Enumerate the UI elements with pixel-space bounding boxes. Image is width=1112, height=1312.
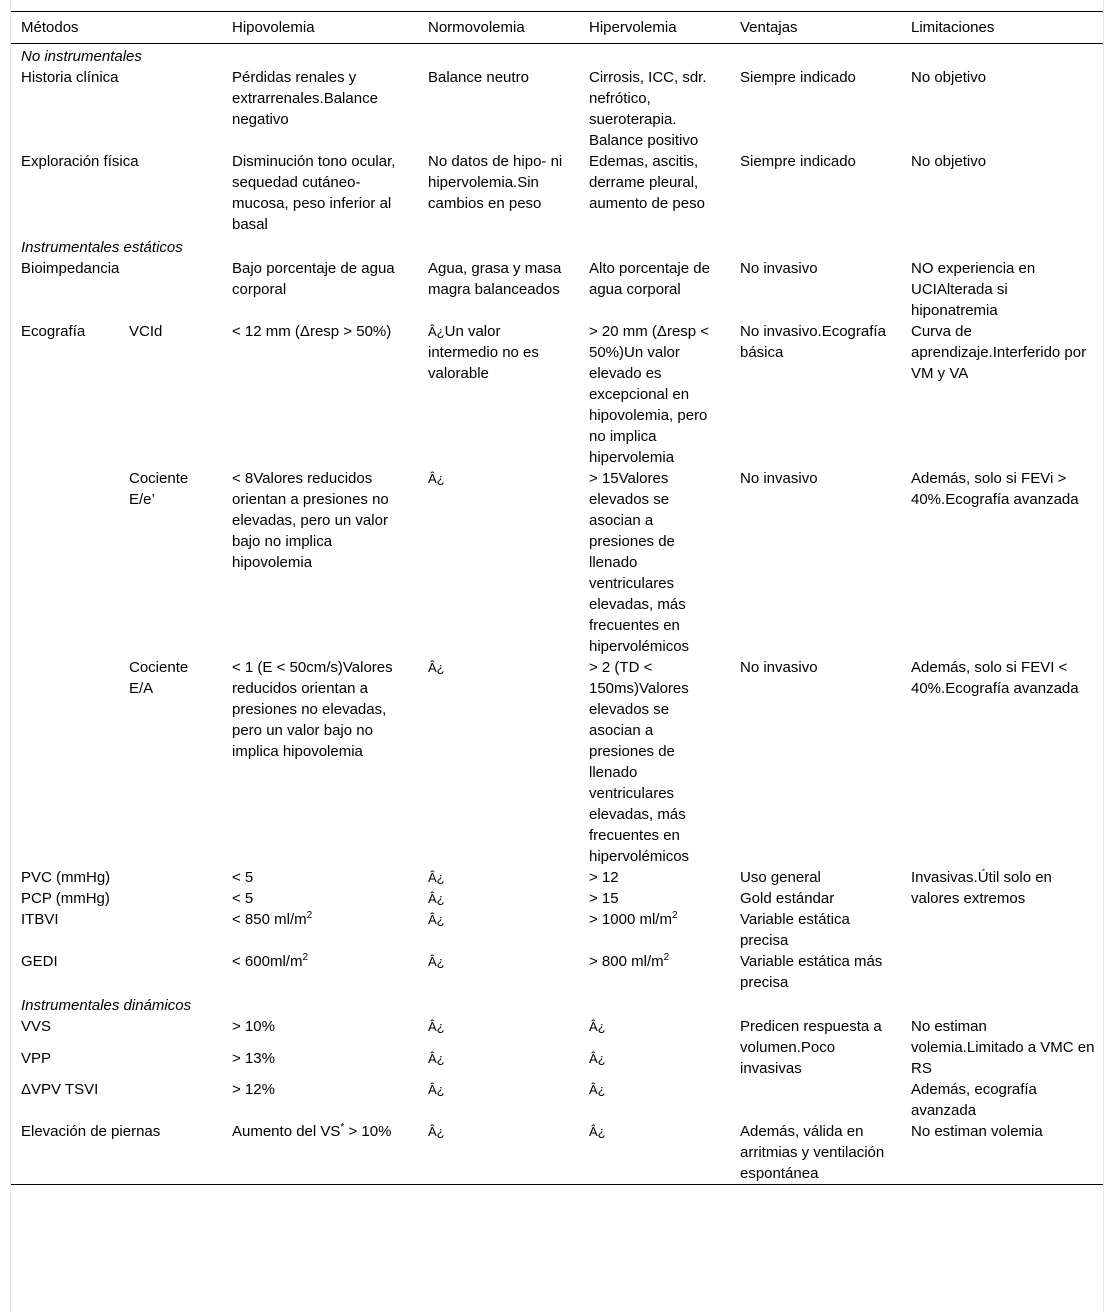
ventajas-cell: No invasivo.Ecografía básica: [740, 323, 886, 361]
hipo-cell: < 8Valores reducidos orientan a presiones no elevadas, pero un valor bajo no implica hipovolemia: [232, 470, 389, 571]
hiper-cell: [579, 1079, 730, 1121]
hiper-text: > 800 ml/m: [589, 953, 664, 970]
ventajas-cell: Siempre indicado: [740, 69, 856, 86]
not-applicable-mark: Â¿: [428, 471, 445, 486]
section-dinamicos: Instrumentales dinámicos: [21, 997, 192, 1014]
document-page: [10, 0, 1104, 1312]
hiper-cell: Cirrosis, ICC, sdr. nefrótico, sueroterapia. Balance positivo: [589, 69, 707, 149]
limitaciones-cell: No objetivo: [911, 153, 987, 170]
not-applicable-mark: Â¿: [428, 891, 445, 906]
normo-cell: Balance neutro: [428, 69, 529, 86]
limitaciones-cell: Curva de aprendizaje.Interferido por VM y VA: [911, 323, 1087, 382]
not-applicable-mark: Â¿: [428, 1050, 445, 1066]
table-row: [11, 258, 1103, 321]
hiper-cell: [579, 1048, 730, 1080]
normo-cell: [418, 1121, 579, 1185]
ventajas-cell: Predicen respuesta a volumen.Poco invasivas: [740, 1018, 882, 1077]
hipo-cell: [222, 1121, 418, 1185]
hipo-cell: < 5: [232, 869, 254, 886]
superscript: 2: [306, 910, 313, 921]
ventajas-cell: No invasivo: [740, 470, 818, 487]
normo-cell: [418, 909, 579, 951]
limitaciones-cell: Además, ecografía avanzada: [911, 1081, 1037, 1119]
metodo-cell: ITBVI: [21, 911, 59, 928]
ventajas-cell: Variable estática más precisa: [740, 953, 883, 991]
limitaciones-cell: Además, solo si FEVI < 40%.Ecografía avanzada: [911, 659, 1079, 697]
not-applicable-mark: Â¿: [428, 912, 445, 927]
limitaciones-cell: No objetivo: [911, 69, 987, 86]
normo-cell: [418, 657, 579, 867]
table-row: [11, 67, 1103, 151]
hiper-cell: [579, 951, 730, 993]
not-applicable-mark: Â¿: [428, 870, 445, 885]
limitaciones-cell: NO experiencia en UCIAlterada si hiponatremia: [911, 260, 1036, 319]
metodo-cell: Exploración física: [21, 153, 139, 170]
hiper-cell: [579, 909, 730, 951]
table-row: [11, 1121, 1103, 1185]
normo-cell: [418, 1048, 579, 1080]
table-row: [11, 1016, 1103, 1048]
table-header-row: [11, 12, 1103, 44]
hipo-text: < 850 ml/m: [232, 911, 307, 928]
table-row: [11, 1079, 1103, 1121]
hipo-text: < 600ml/m: [232, 953, 303, 970]
hiper-cell: [579, 1016, 730, 1048]
ventajas-cell: Uso general: [740, 869, 821, 886]
section-row: [11, 235, 1103, 258]
limitaciones-cell: Invasivas.Útil solo en valores extremos: [911, 869, 1052, 907]
hipo-cell: [222, 909, 418, 951]
not-applicable-mark: Â¿: [589, 1124, 606, 1139]
header-normovolemia: Normovolemia: [428, 19, 525, 36]
hiper-cell: Alto porcentaje de agua corporal: [589, 260, 710, 298]
not-applicable-mark: Â¿: [589, 1050, 606, 1066]
metodo-cell: Ecografía: [21, 323, 86, 340]
hiper-cell: > 2 (TD < 150ms)Valores elevados se asocian a presiones de llenado ventriculares elevadas, más frecuentes en hipervolémicos: [589, 659, 690, 865]
ventajas-cell: No invasivo: [740, 659, 818, 676]
normo-cell: [418, 321, 579, 468]
metodo-cell: Historia clínica: [21, 69, 119, 86]
hipo-text-end: > 10%: [344, 1123, 392, 1140]
header-ventajas: Ventajas: [740, 19, 798, 36]
hipo-cell: [222, 951, 418, 993]
hiper-cell: Edemas, ascitis, derrame pleural, aumento de peso: [589, 153, 705, 212]
metodo-cell: Bioimpedancia: [21, 260, 120, 277]
not-applicable-mark: Â¿: [589, 1019, 606, 1034]
normo-cell: [418, 1079, 579, 1121]
section-row: [11, 993, 1103, 1016]
header-hipervolemia: Hipervolemia: [589, 19, 677, 36]
hipo-cell: Disminución tono ocular, sequedad cutáneo-mucosa, peso inferior al basal: [232, 153, 396, 233]
hiper-cell: > 20 mm (Δresp < 50%)Un valor elevado es excepcional en hipovolemia, pero no implica hipervolemia: [589, 323, 710, 466]
table-row: [11, 151, 1103, 235]
table-row: [11, 321, 1103, 468]
not-applicable-mark: Â¿: [428, 1019, 445, 1034]
metodo-cell: ΔVPV TSVI: [21, 1081, 99, 1098]
hiper-text: > 1000 ml/m: [589, 911, 672, 928]
ventajas-cell: Además, válida en arritmias y ventilación espontánea: [740, 1123, 885, 1182]
hipo-cell: < 1 (E < 50cm/s)Valores reducidos orientan a presiones no elevadas, pero un valor bajo no implica hipovolemia: [232, 659, 393, 760]
hipo-cell: > 10%: [232, 1018, 275, 1035]
ventajas-cell: Siempre indicado: [740, 153, 856, 170]
ventajas-cell: Variable estática precisa: [740, 911, 850, 949]
section-estaticos: Instrumentales estáticos: [21, 239, 183, 256]
metodo-cell: VVS: [21, 1018, 52, 1035]
metodo-cell: Elevación de piernas: [21, 1123, 161, 1140]
table-row: [11, 867, 1103, 888]
limitaciones-cell: Además, solo si FEVi > 40%.Ecografía avanzada: [911, 470, 1079, 508]
hiper-cell: > 12: [589, 869, 619, 886]
hipo-cell: > 12%: [232, 1081, 275, 1098]
normo-cell: Agua, grasa y masa magra balanceados: [428, 260, 562, 298]
not-applicable-mark: Â¿: [428, 1124, 445, 1139]
not-applicable-mark: Â¿: [428, 324, 445, 339]
not-applicable-mark: Â¿: [428, 660, 445, 675]
normo-cell: [418, 867, 579, 888]
normo-cell: [418, 888, 579, 909]
normo-cell: [418, 951, 579, 993]
hiper-cell: [579, 1121, 730, 1185]
header-hipovolemia: Hipovolemia: [232, 19, 315, 36]
metodo-cell: PCP (mmHg): [21, 890, 110, 907]
hiper-cell: > 15Valores elevados se asocian a presiones de llenado ventriculares elevadas, más frecuentes en hipervolémicos: [589, 470, 690, 655]
header-metodos: Métodos: [21, 19, 79, 36]
hipo-cell: Pérdidas renales y extrarrenales.Balance negativo: [232, 69, 378, 128]
not-applicable-mark: Â¿: [428, 1082, 445, 1097]
ventajas-cell: No invasivo: [740, 260, 818, 277]
metodo-cell: GEDI: [21, 953, 58, 970]
section-no-instrumentales: No instrumentales: [21, 48, 142, 65]
normo-cell: No datos de hipo- ni hipervolemia.Sin cambios en peso: [428, 153, 563, 212]
section-row: [11, 44, 1103, 68]
not-applicable-mark: Â¿: [589, 1082, 606, 1097]
normo-text: Un valor intermedio no es valorable: [428, 323, 539, 382]
normo-cell: [418, 1016, 579, 1048]
superscript: 2: [302, 952, 309, 963]
submetodo-cell: VCId: [129, 323, 163, 340]
metodo-cell: VPP: [21, 1049, 52, 1067]
limitaciones-cell: No estiman volemia.Limitado a VMC en RS: [911, 1018, 1095, 1077]
hipo-cell: < 5: [232, 890, 254, 907]
hipo-text: Aumento del VS: [232, 1123, 341, 1140]
normo-cell: [418, 468, 579, 657]
not-applicable-mark: Â¿: [428, 954, 445, 969]
metodo-cell: PVC (mmHg): [21, 869, 111, 886]
header-limitaciones: Limitaciones: [911, 19, 995, 36]
table-row: [11, 468, 1103, 657]
superscript: *: [340, 1122, 345, 1133]
hiper-cell: > 15: [589, 890, 619, 907]
submetodo-cell: Cociente E/A: [129, 659, 189, 697]
submetodo-cell: Cociente E/e’: [129, 470, 189, 508]
superscript: 2: [663, 952, 670, 963]
table-row: [11, 657, 1103, 867]
volemia-methods-table: [11, 11, 1103, 1185]
ventajas-cell: Gold estándar: [740, 890, 835, 907]
superscript: 2: [671, 910, 678, 921]
hipo-cell: > 13%: [232, 1049, 275, 1067]
hipo-cell: Bajo porcentaje de agua corporal: [232, 260, 395, 298]
hipo-cell: < 12 mm (Δresp > 50%): [232, 323, 392, 340]
limitaciones-cell: No estiman volemia: [911, 1123, 1043, 1140]
